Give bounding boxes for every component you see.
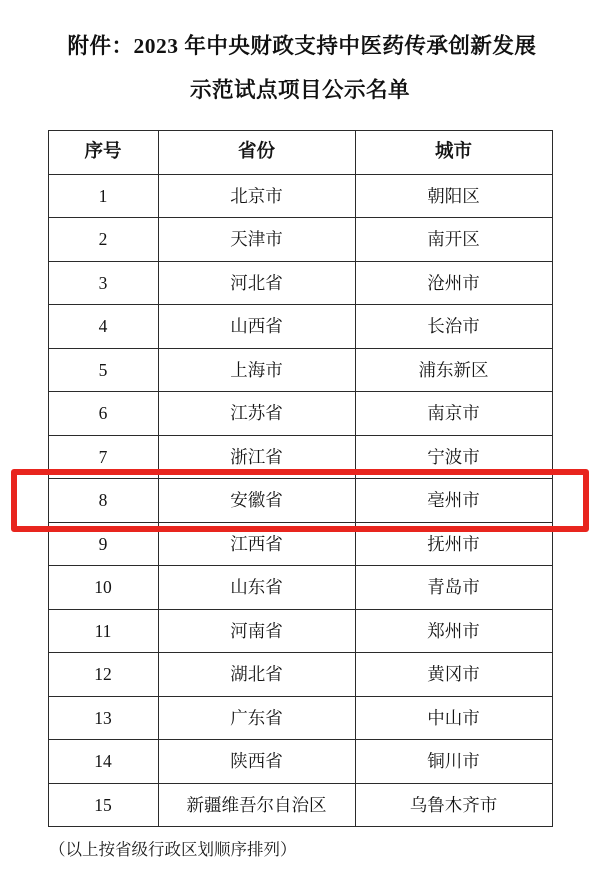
cell-index: 1 [48,174,158,218]
cell-province: 安徽省 [158,479,355,523]
table-row [48,653,552,697]
cell-city: 南开区 [355,218,552,262]
column-header-city: 城市 [355,131,552,175]
table-footnote: （以上按省级行政区划顺序排列） [49,840,297,859]
cell-index: 14 [48,740,158,784]
cell-province: 新疆维吾尔自治区 [158,783,355,827]
cell-city: 黄冈市 [355,653,552,697]
cell-province: 北京市 [158,174,355,218]
cell-city: 中山市 [355,696,552,740]
table-header-row [48,131,552,175]
table-container [34,130,566,827]
table-row [48,174,552,218]
document-title [34,24,566,112]
column-header-province: 省份 [158,131,355,175]
column-header-index: 序号 [48,131,158,175]
cell-city: 沧州市 [355,261,552,305]
table-row [48,218,552,262]
cell-city: 亳州市 [355,479,552,523]
cell-province: 河南省 [158,609,355,653]
cell-city: 长治市 [355,305,552,349]
table-row [48,479,552,523]
cell-index: 7 [48,435,158,479]
cell-province: 山西省 [158,305,355,349]
cell-city: 铜川市 [355,740,552,784]
cell-index: 9 [48,522,158,566]
cell-index: 10 [48,566,158,610]
cell-index: 13 [48,696,158,740]
cell-province: 浙江省 [158,435,355,479]
cell-province: 广东省 [158,696,355,740]
table-row [48,696,552,740]
table-row [48,566,552,610]
table-row [48,348,552,392]
cell-index: 11 [48,609,158,653]
project-list-table [48,130,553,827]
cell-province: 山东省 [158,566,355,610]
table-row [48,261,552,305]
cell-province: 河北省 [158,261,355,305]
cell-city: 宁波市 [355,435,552,479]
table-body [48,174,552,827]
cell-city: 郑州市 [355,609,552,653]
cell-index: 15 [48,783,158,827]
cell-province: 上海市 [158,348,355,392]
title-line-2: 示范试点项目公示名单 [189,78,410,102]
cell-city: 朝阳区 [355,174,552,218]
cell-city: 抚州市 [355,522,552,566]
cell-province: 天津市 [158,218,355,262]
cell-index: 3 [48,261,158,305]
cell-index: 4 [48,305,158,349]
cell-province: 江苏省 [158,392,355,436]
cell-city: 乌鲁木齐市 [355,783,552,827]
cell-city: 南京市 [355,392,552,436]
table-row [48,783,552,827]
cell-index: 6 [48,392,158,436]
table-row [48,392,552,436]
table-row [48,609,552,653]
cell-province: 湖北省 [158,653,355,697]
table-row [48,305,552,349]
cell-index: 12 [48,653,158,697]
title-line-1: 附件：2023 年中央财政支持中医药传承创新发展 [67,34,537,58]
cell-index: 5 [48,348,158,392]
table-row [48,740,552,784]
cell-index: 2 [48,218,158,262]
cell-province: 陕西省 [158,740,355,784]
cell-city: 浦东新区 [355,348,552,392]
cell-city: 青岛市 [355,566,552,610]
cell-index: 8 [48,479,158,523]
cell-province: 江西省 [158,522,355,566]
table-row [48,435,552,479]
table-row [48,522,552,566]
